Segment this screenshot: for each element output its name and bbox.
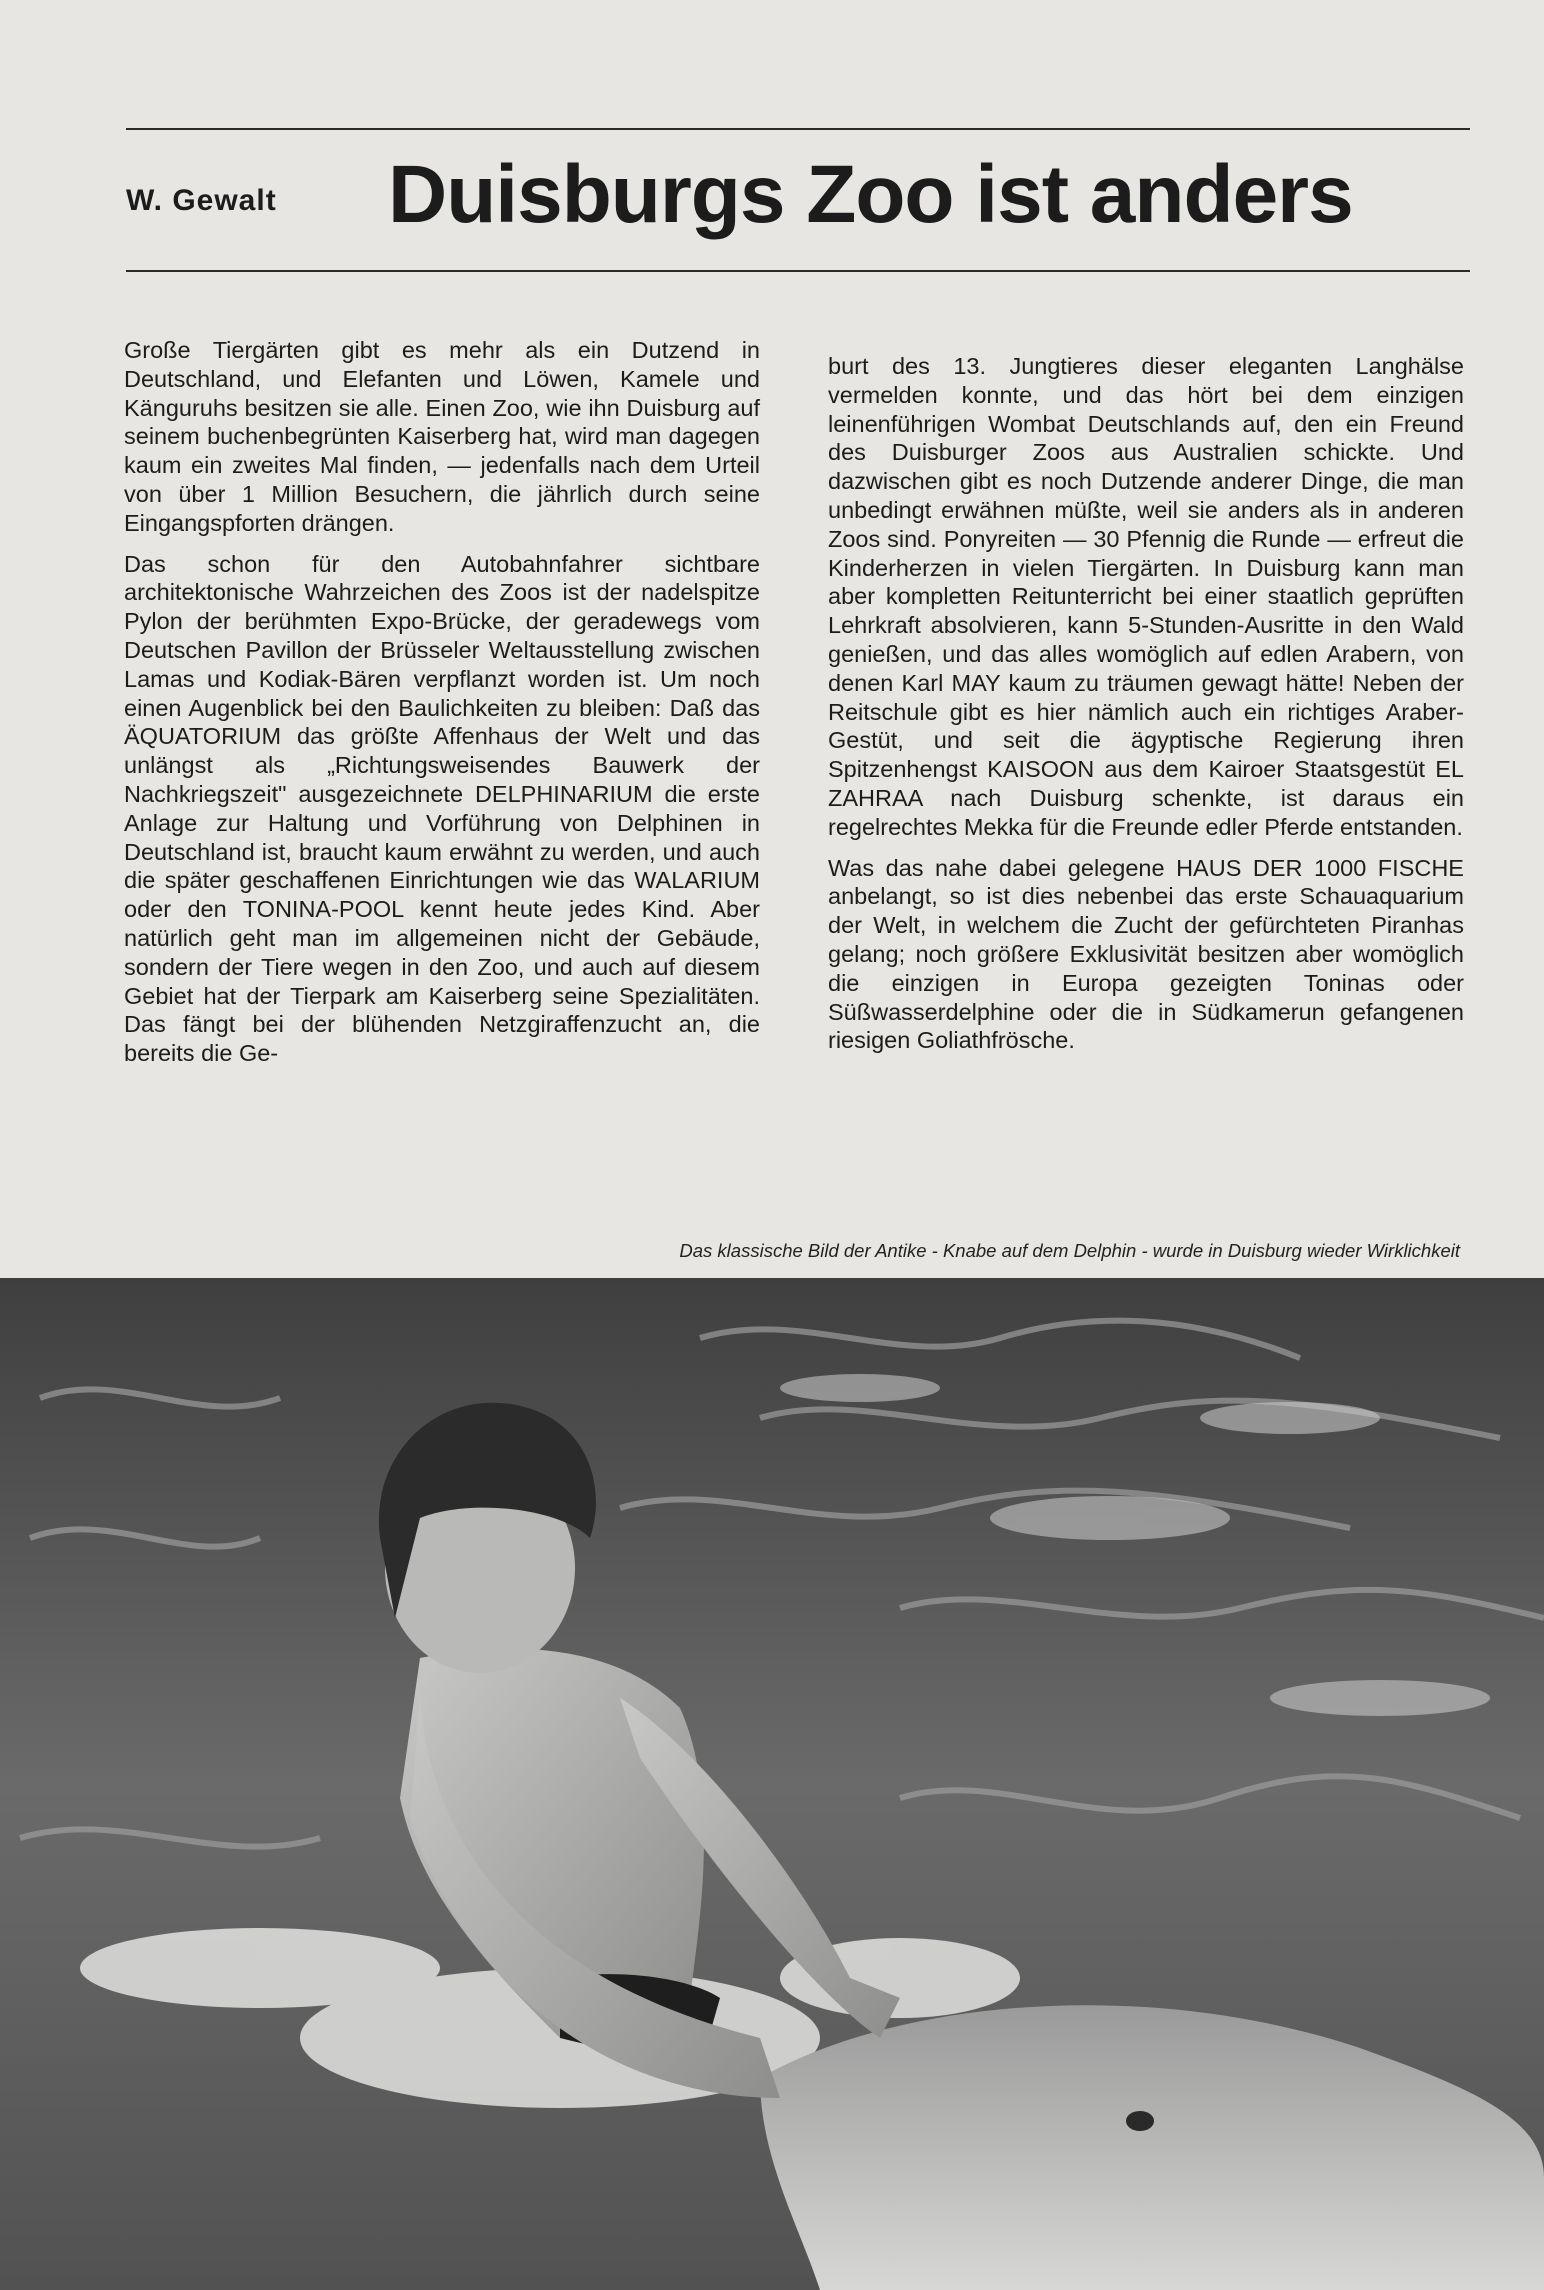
- article-author: W. Gewalt: [126, 184, 277, 217]
- paragraph: Was das nahe dabei gelegene HAUS DER 1000 FISCHE anbelangt, so ist dies nebenbei das erste Schauaquarium der Welt, in welchem die Zucht der gefürchteten Piranhas gelang; noch größere Exklusivität besitzen aber womöglich die einzigen in Europa gezeigten Toninas oder Süßwasserdelphine oder die in Südkamerun gefangenen riesigen Goliathfrösche.: [828, 854, 1464, 1054]
- text-column-right: [828, 352, 1464, 1067]
- paragraph: Große Tiergärten gibt es mehr als ein Dutzend in Deutschland, und Elefanten und Löwen, Kamele und Känguruhs besitzen sie alle. Einen Zoo, wie ihn Duisburg auf seinem buchenbegrünten Kaiserberg hat, wird man dagegen kaum ein zweites Mal finden, — jedenfalls nach dem Urteil von über 1 Million Besuchern, die jährlich durch seine Eingangspforten drängen.: [124, 337, 760, 536]
- header-bottom-rule: [126, 270, 1470, 272]
- photo-boy-on-dolphin: [0, 1278, 1544, 2290]
- photo-caption: Das klassische Bild der Antike - Knabe auf dem Delphin - wurde in Duisburg wieder Wirklichkeit: [679, 1240, 1460, 1261]
- paragraph: Das schon für den Autobahnfahrer sichtbare architektonische Wahrzeichen des Zoos ist der nadelspitze Pylon der berühmten Expo-Brücke, der geradewegs vom Deutschen Pavillon der Brüsseler Weltausstellung zwischen Lamas und Kodiak-Bären verpflanzt worden ist. Um noch einen Augenblick bei den Baulichkeiten zu bleiben: Daß das ÄQUATORIUM das größte Affenhaus der Welt und das unlängst als „Richtungsweisendes Bauwerk der Nachkriegszeit" ausgezeichnete DELPHINARIUM die erste Anlage zur Haltung und Vorführung von Delphinen in Deutschland ist, braucht kaum erwähnt zu werden, und auch die später geschaffenen Einrichtungen wie das WALARIUM oder den TONINA-POOL kennt heute jedes Kind. Aber natürlich geht man im allgemeinen nicht der Gebäude, sondern der Tiere wegen in den Zoo, und auch auf diesem Gebiet hat der Tierpark am Kaiserberg seine Spezialitäten. Das fängt bei der blühenden Netzgiraffenzucht an, die bereits die Ge-: [124, 550, 760, 1067]
- text-column-left: [124, 336, 760, 1080]
- article-title: Duisburgs Zoo ist anders: [388, 149, 1353, 240]
- header-top-rule: [126, 128, 1470, 130]
- paragraph: burt des 13. Jungtieres dieser eleganten Langhälse vermelden konnte, und das hört bei dem einzigen leinenführigen Wombat Deutschlands auf, den ein Freund des Duisburger Zoos aus Australien schickte. Und dazwischen gibt es noch Dutzende anderer Dinge, die man unbedingt erwähnen müßte, weil sie anders als in anderen Zoos sind. Ponyreiten — 30 Pfennig die Runde — erfreut die Kinderherzen in vielen Tiergärten. In Duisburg kann man aber kompletten Reitunterricht bei einer staatlich geprüften Lehrkraft absolvieren, kann 5-Stunden-Ausritte in den Wald genießen, und das alles womöglich auf edlen Arabern, von denen Karl MAY kaum zu träumen gewagt hätte! Neben der Reitschule gibt es hier nämlich auch ein richtiges Araber-Gestüt, und seit die ägyptische Regierung ihren Spitzenhengst KAISOON aus dem Kairoer Staatsgestüt EL ZAHRAA nach Duisburg schenkte, ist daraus ein regelrechtes Mekka für die Freunde edler Pferde entstanden.: [828, 353, 1464, 840]
